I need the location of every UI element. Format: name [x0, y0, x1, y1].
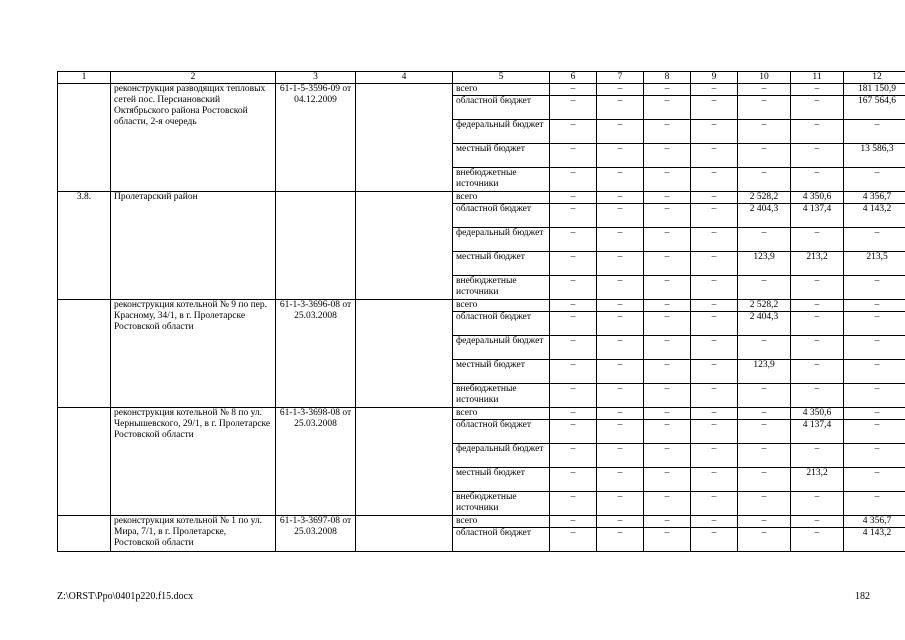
value-cell: –: [550, 360, 597, 384]
header-cell: 6: [550, 72, 597, 84]
funding-source: областной бюджет: [453, 528, 550, 552]
value-cell: –: [644, 252, 691, 276]
item-number: [58, 408, 111, 516]
value-cell: –: [791, 84, 844, 96]
value-cell: –: [550, 228, 597, 252]
header-cell: 5: [453, 72, 550, 84]
funding-source: внебюджетные источники: [453, 276, 550, 300]
value-cell: –: [644, 444, 691, 468]
value-cell: –: [550, 528, 597, 552]
item-code: [276, 192, 356, 300]
item-number: [58, 516, 111, 552]
value-cell: –: [550, 516, 597, 528]
value-cell: –: [597, 204, 644, 228]
funding-source: внебюджетные источники: [453, 384, 550, 408]
value-cell: –: [791, 516, 844, 528]
value-cell: –: [597, 384, 644, 408]
value-cell: 2 528,2: [738, 300, 791, 312]
value-cell: –: [844, 120, 905, 144]
header-cell: 12: [844, 72, 905, 84]
value-cell: –: [844, 168, 905, 192]
empty-cell: [356, 300, 453, 408]
header-cell: 2: [111, 72, 276, 84]
value-cell: –: [738, 168, 791, 192]
value-cell: –: [691, 192, 738, 204]
value-cell: –: [791, 276, 844, 300]
funding-source: всего: [453, 516, 550, 528]
value-cell: 4 137,4: [791, 420, 844, 444]
budget-table: [57, 71, 905, 552]
value-cell: –: [550, 276, 597, 300]
value-cell: –: [597, 228, 644, 252]
value-cell: –: [597, 468, 644, 492]
value-cell: 213,2: [791, 252, 844, 276]
value-cell: –: [550, 168, 597, 192]
value-cell: –: [738, 468, 791, 492]
item-name: Пролетарский район: [111, 192, 276, 300]
funding-source: федеральный бюджет: [453, 120, 550, 144]
value-cell: 2 528,2: [738, 192, 791, 204]
value-cell: 13 586,3: [844, 144, 905, 168]
value-cell: –: [738, 96, 791, 120]
value-cell: –: [844, 444, 905, 468]
value-cell: –: [644, 276, 691, 300]
value-cell: –: [550, 408, 597, 420]
value-cell: –: [844, 276, 905, 300]
value-cell: –: [550, 300, 597, 312]
value-cell: –: [791, 312, 844, 336]
value-cell: –: [844, 408, 905, 420]
value-cell: –: [597, 300, 644, 312]
value-cell: –: [550, 468, 597, 492]
funding-source: местный бюджет: [453, 252, 550, 276]
value-cell: –: [791, 360, 844, 384]
value-cell: –: [691, 528, 738, 552]
value-cell: –: [644, 336, 691, 360]
value-cell: –: [738, 420, 791, 444]
funding-source: внебюджетные источники: [453, 168, 550, 192]
value-cell: –: [691, 360, 738, 384]
value-cell: –: [644, 228, 691, 252]
funding-source: федеральный бюджет: [453, 444, 550, 468]
value-cell: –: [791, 492, 844, 516]
value-cell: –: [550, 96, 597, 120]
value-cell: 4 137,4: [791, 204, 844, 228]
value-cell: –: [597, 516, 644, 528]
funding-source: областной бюджет: [453, 420, 550, 444]
value-cell: –: [791, 384, 844, 408]
table-row: [58, 408, 905, 420]
value-cell: –: [550, 204, 597, 228]
header-cell: 1: [58, 72, 111, 84]
value-cell: –: [844, 312, 905, 336]
value-cell: –: [597, 192, 644, 204]
value-cell: –: [738, 384, 791, 408]
empty-cell: [356, 192, 453, 300]
value-cell: –: [644, 144, 691, 168]
value-cell: 123,9: [738, 360, 791, 384]
value-cell: –: [738, 444, 791, 468]
funding-source: всего: [453, 84, 550, 96]
value-cell: –: [738, 492, 791, 516]
value-cell: –: [791, 168, 844, 192]
value-cell: –: [691, 120, 738, 144]
item-code: 61-1-3-3697-08 от 25.03.2008: [276, 516, 356, 552]
header-cell: 9: [691, 72, 738, 84]
value-cell: –: [844, 336, 905, 360]
value-cell: –: [597, 336, 644, 360]
table-row: [58, 192, 905, 204]
value-cell: –: [691, 516, 738, 528]
value-cell: –: [791, 444, 844, 468]
item-number: 3.8.: [58, 192, 111, 300]
funding-source: внебюджетные источники: [453, 492, 550, 516]
value-cell: –: [844, 300, 905, 312]
item-number: [58, 300, 111, 408]
value-cell: –: [550, 144, 597, 168]
value-cell: –: [597, 84, 644, 96]
funding-source: областной бюджет: [453, 96, 550, 120]
value-cell: –: [644, 192, 691, 204]
document-path: Z:\ORST\Ppo\0401p220.f15.docx: [57, 591, 194, 602]
value-cell: –: [691, 300, 738, 312]
table-row: [58, 516, 905, 528]
value-cell: –: [597, 312, 644, 336]
value-cell: –: [844, 384, 905, 408]
value-cell: –: [644, 384, 691, 408]
value-cell: –: [550, 384, 597, 408]
value-cell: 167 564,6: [844, 96, 905, 120]
value-cell: –: [644, 312, 691, 336]
funding-source: федеральный бюджет: [453, 336, 550, 360]
value-cell: –: [644, 84, 691, 96]
value-cell: –: [644, 468, 691, 492]
value-cell: –: [691, 384, 738, 408]
value-cell: –: [691, 336, 738, 360]
value-cell: –: [597, 276, 644, 300]
value-cell: –: [738, 276, 791, 300]
value-cell: –: [691, 420, 738, 444]
header-cell: 3: [276, 72, 356, 84]
header-cell: 10: [738, 72, 791, 84]
value-cell: 2 404,3: [738, 312, 791, 336]
header-cell: 11: [791, 72, 844, 84]
value-cell: –: [644, 168, 691, 192]
value-cell: –: [550, 336, 597, 360]
value-cell: –: [691, 168, 738, 192]
item-name: реконструкция котельной № 8 по ул. Чернышевского, 29/1, в г. Пролетарске Ростовской области: [111, 408, 276, 516]
value-cell: –: [597, 252, 644, 276]
value-cell: –: [644, 300, 691, 312]
value-cell: –: [691, 468, 738, 492]
item-code: 61-1-3-3698-08 от 25.03.2008: [276, 408, 356, 516]
empty-cell: [356, 84, 453, 192]
value-cell: –: [791, 144, 844, 168]
value-cell: –: [691, 96, 738, 120]
funding-source: всего: [453, 408, 550, 420]
value-cell: –: [791, 336, 844, 360]
value-cell: –: [644, 120, 691, 144]
value-cell: –: [550, 420, 597, 444]
value-cell: –: [550, 492, 597, 516]
value-cell: –: [597, 528, 644, 552]
value-cell: –: [738, 516, 791, 528]
value-cell: –: [791, 300, 844, 312]
value-cell: –: [791, 96, 844, 120]
funding-source: областной бюджет: [453, 204, 550, 228]
item-name: реконструкция разводящих тепловых сетей пос. Персиановский Октябрьского района Ростовской области, 2-я очередь: [111, 84, 276, 192]
value-cell: –: [738, 120, 791, 144]
value-cell: –: [644, 420, 691, 444]
header-cell: 4: [356, 72, 453, 84]
value-cell: –: [644, 516, 691, 528]
value-cell: –: [644, 96, 691, 120]
item-code: 61-1-3-3696-08 от 25.03.2008: [276, 300, 356, 408]
item-name: реконструкция котельной № 1 по ул. Мира, 7/1, в г. Пролетарске, Ростовской области: [111, 516, 276, 552]
value-cell: –: [738, 408, 791, 420]
value-cell: 4 356,7: [844, 516, 905, 528]
value-cell: –: [550, 444, 597, 468]
value-cell: –: [844, 228, 905, 252]
value-cell: –: [691, 144, 738, 168]
value-cell: –: [644, 528, 691, 552]
value-cell: 4 350,6: [791, 408, 844, 420]
value-cell: –: [597, 444, 644, 468]
value-cell: –: [550, 192, 597, 204]
value-cell: –: [644, 360, 691, 384]
value-cell: –: [738, 144, 791, 168]
empty-cell: [356, 516, 453, 552]
value-cell: –: [550, 252, 597, 276]
value-cell: –: [644, 492, 691, 516]
value-cell: 4 356,7: [844, 192, 905, 204]
table-row: [58, 84, 905, 96]
value-cell: –: [550, 120, 597, 144]
value-cell: –: [691, 252, 738, 276]
value-cell: –: [644, 408, 691, 420]
value-cell: –: [597, 420, 644, 444]
value-cell: –: [738, 228, 791, 252]
value-cell: 123,9: [738, 252, 791, 276]
value-cell: –: [691, 312, 738, 336]
value-cell: –: [738, 84, 791, 96]
value-cell: –: [597, 360, 644, 384]
value-cell: –: [691, 228, 738, 252]
page-number: 182: [855, 591, 870, 602]
value-cell: –: [597, 120, 644, 144]
value-cell: –: [691, 204, 738, 228]
value-cell: –: [791, 528, 844, 552]
funding-source: местный бюджет: [453, 360, 550, 384]
value-cell: –: [550, 312, 597, 336]
value-cell: –: [597, 144, 644, 168]
item-name: реконструкция котельной № 9 по пер. Красному, 34/1, в г. Пролетарске Ростовской области: [111, 300, 276, 408]
item-code: 61-1-5-3596-09 от 04.12.2009: [276, 84, 356, 192]
value-cell: 2 404,3: [738, 204, 791, 228]
item-number: [58, 84, 111, 192]
value-cell: –: [691, 84, 738, 96]
value-cell: –: [691, 408, 738, 420]
value-cell: –: [844, 492, 905, 516]
value-cell: –: [738, 336, 791, 360]
value-cell: –: [644, 204, 691, 228]
funding-source: всего: [453, 300, 550, 312]
value-cell: –: [691, 492, 738, 516]
value-cell: –: [597, 96, 644, 120]
value-cell: 181 150,9: [844, 84, 905, 96]
funding-source: местный бюджет: [453, 144, 550, 168]
value-cell: –: [738, 528, 791, 552]
value-cell: 4 350,6: [791, 192, 844, 204]
funding-source: местный бюджет: [453, 468, 550, 492]
value-cell: –: [691, 444, 738, 468]
value-cell: –: [844, 360, 905, 384]
value-cell: –: [791, 228, 844, 252]
header-cell: 8: [644, 72, 691, 84]
value-cell: –: [597, 492, 644, 516]
value-cell: –: [550, 84, 597, 96]
value-cell: –: [844, 468, 905, 492]
value-cell: –: [844, 420, 905, 444]
funding-source: федеральный бюджет: [453, 228, 550, 252]
value-cell: 4 143,2: [844, 204, 905, 228]
value-cell: 213,2: [791, 468, 844, 492]
table-row: [58, 300, 905, 312]
value-cell: 213,5: [844, 252, 905, 276]
value-cell: –: [791, 120, 844, 144]
funding-source: всего: [453, 192, 550, 204]
value-cell: –: [597, 168, 644, 192]
empty-cell: [356, 408, 453, 516]
header-cell: 7: [597, 72, 644, 84]
value-cell: 4 143,2: [844, 528, 905, 552]
header-row: [58, 72, 905, 84]
value-cell: –: [597, 408, 644, 420]
value-cell: –: [691, 276, 738, 300]
funding-source: областной бюджет: [453, 312, 550, 336]
